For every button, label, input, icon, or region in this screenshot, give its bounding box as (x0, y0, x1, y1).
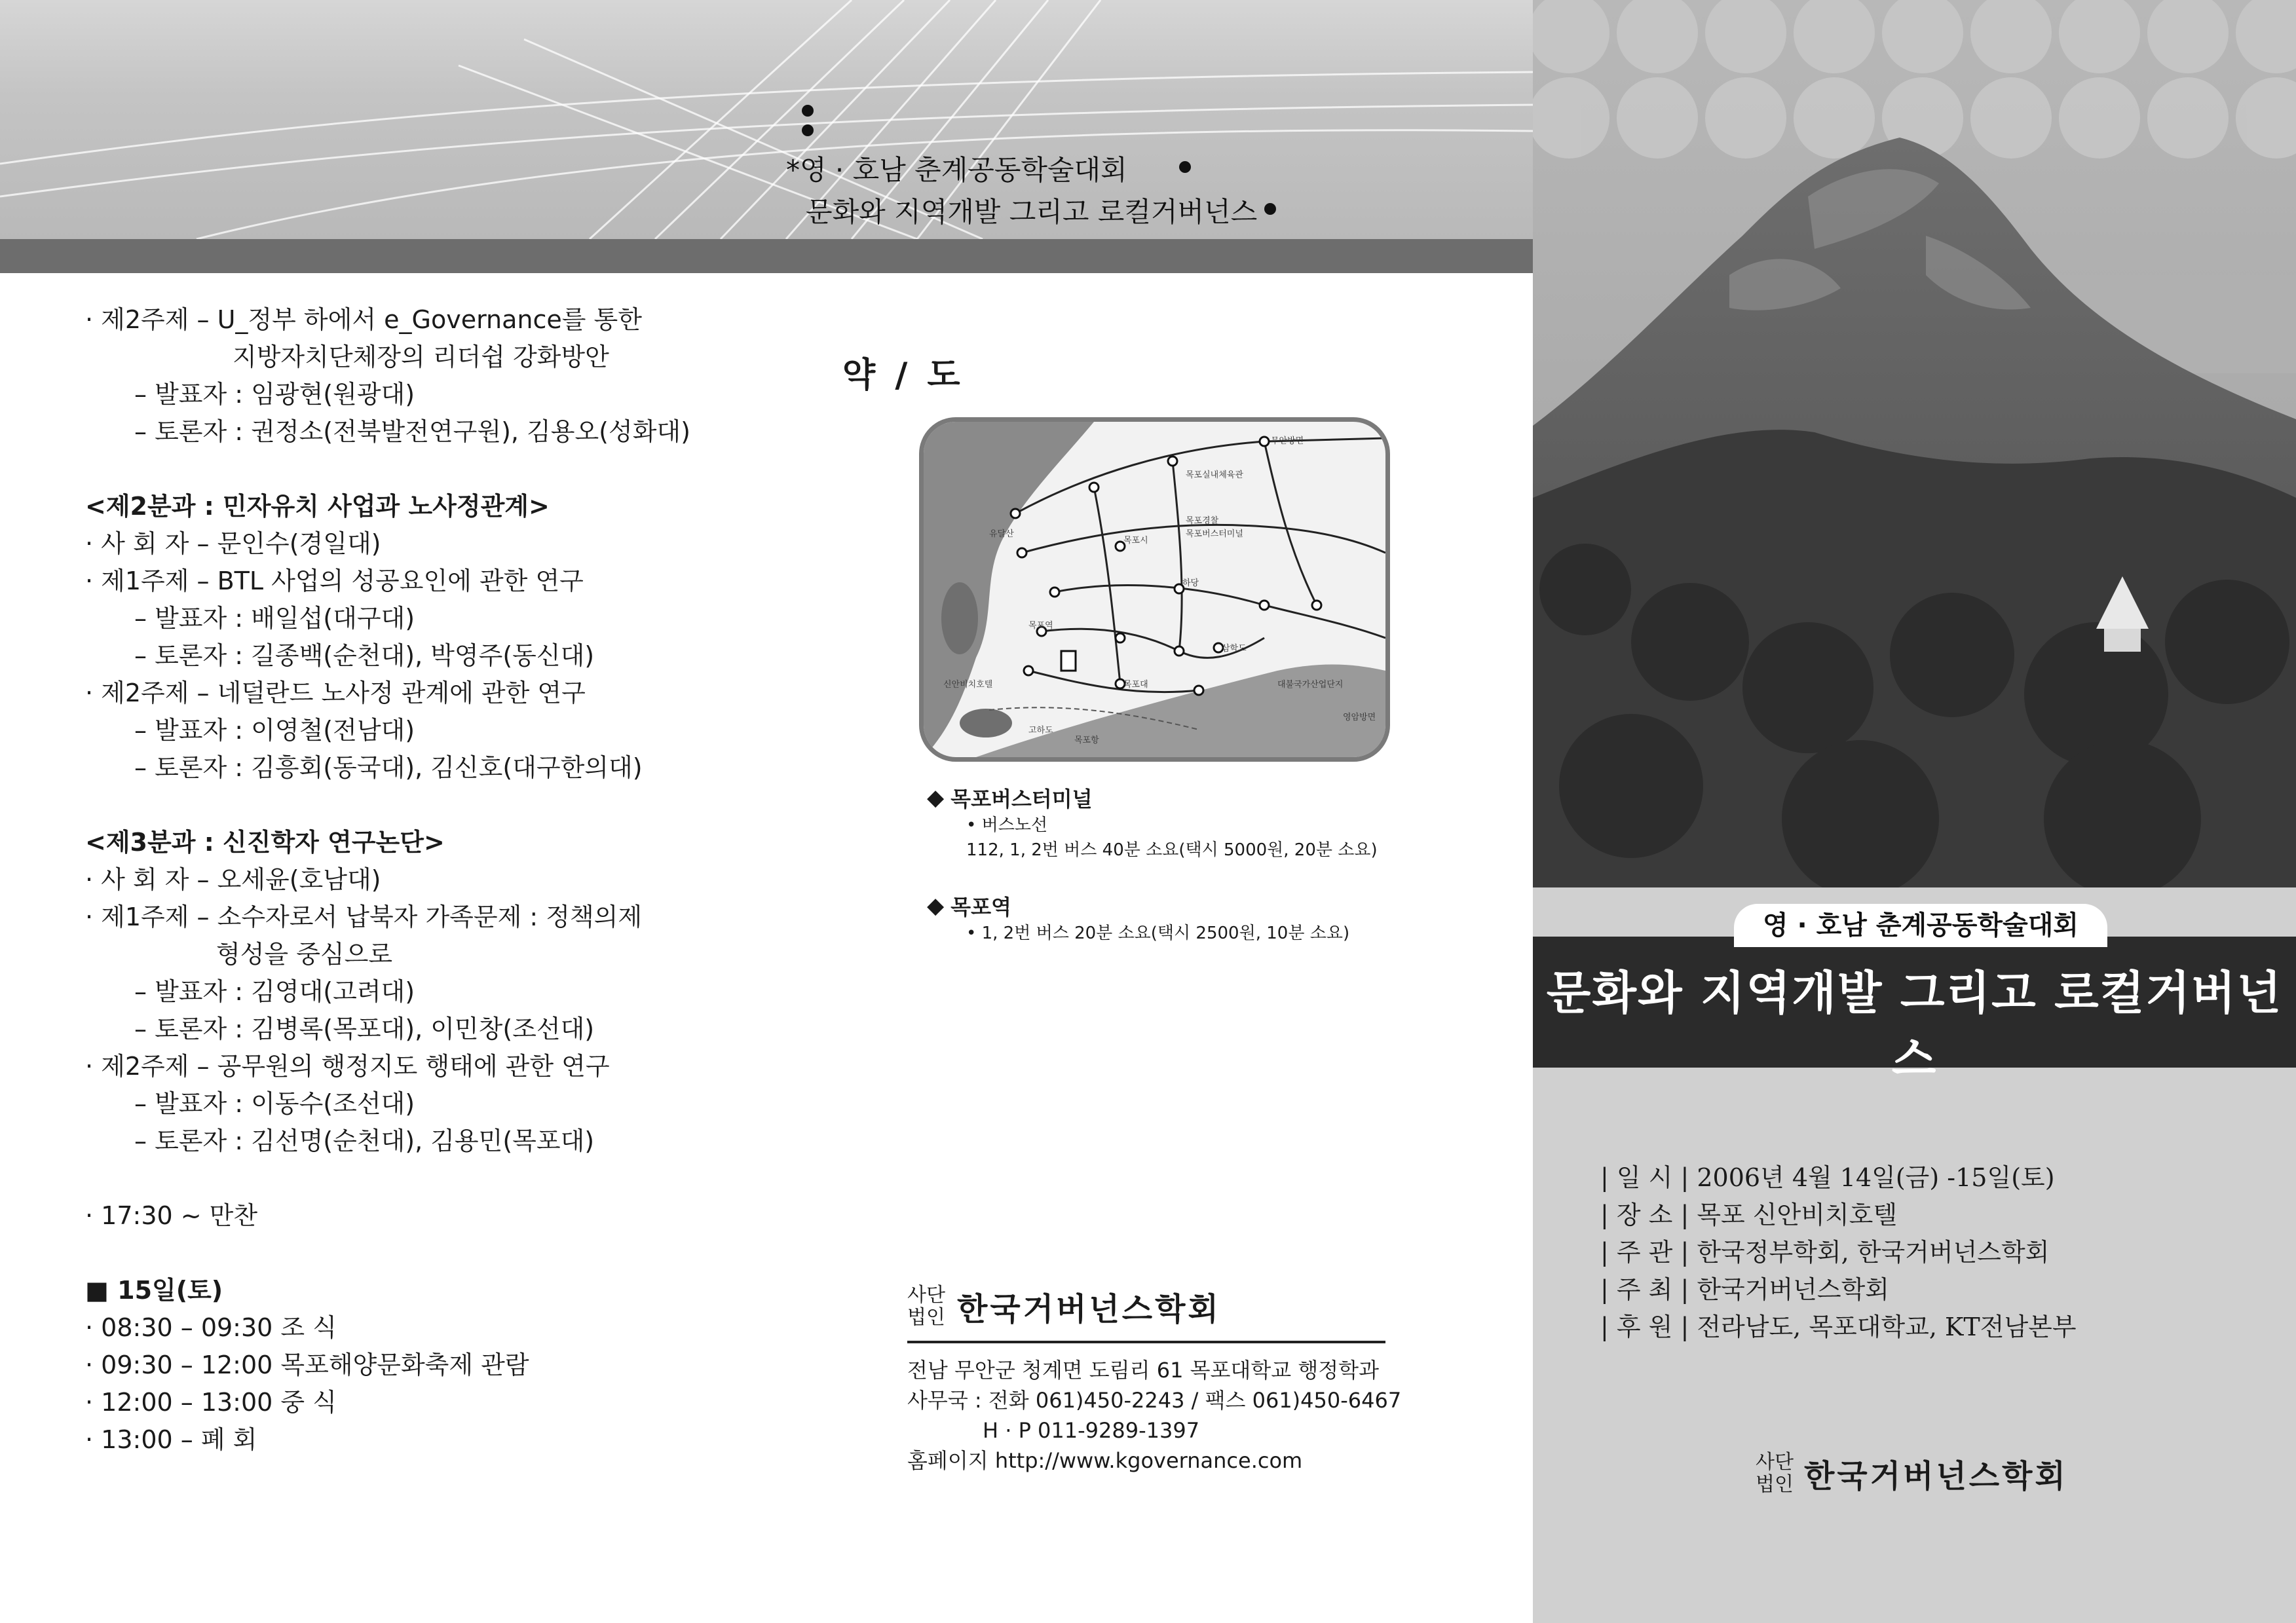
transport-line: • 버스노선 (966, 815, 1048, 835)
map-label: 목포대 (1123, 680, 1148, 690)
cover-org-prefix-top: 사단 (1756, 1450, 1794, 1474)
location-map (919, 417, 1390, 762)
program-line: 형성을 중심으로 (216, 940, 393, 969)
program-spacer (85, 1235, 727, 1272)
program-line: · 09:30 – 12:00 목포해양문화축제 관람 (85, 1351, 529, 1379)
map-label: 대불국가산업단지 (1277, 680, 1344, 690)
detail-sponsor: | 후 원 | 전라남도, 목포대학교, KT전남본부 (1600, 1313, 2077, 1341)
header-title (786, 149, 1257, 233)
transport-station (927, 891, 1349, 946)
transport-line: • 1, 2번 버스 20분 소요(택시 2500원, 10분 소요) (966, 923, 1350, 943)
map-label: 목포버스터미널 (1186, 529, 1243, 539)
detail-host: | 주 관 | 한국정부학회, 한국거버넌스학회 (1600, 1238, 2050, 1267)
program-line: · 제1주제 – BTL 사업의 성공요인에 관한 연구 (85, 567, 584, 595)
header-dot (802, 105, 814, 117)
map-drawing (924, 422, 1385, 757)
header-title-line1: *영 · 호남 춘계공동학술대회 (786, 154, 1127, 186)
cover-org (1756, 1451, 2068, 1496)
program-line: · 제2주제 – 네덜란드 노사정 관계에 관한 연구 (85, 679, 586, 707)
mountain-photo (1533, 0, 2296, 887)
event-details (1600, 1159, 2077, 1346)
map-label: 영암방면 (1343, 713, 1376, 722)
map-label: 무안방면 (1271, 436, 1304, 446)
transport-heading: 목포버스터미널 (950, 787, 1093, 811)
program-section-heading: <제2분과 : 민자유치 사업과 노사정관계> (85, 492, 550, 521)
program-schedule (85, 301, 727, 1459)
org-hp: H · P 011-9289-1397 (983, 1418, 1200, 1443)
cover-subtitle: 영 · 호남 춘계공동학술대회 (1734, 904, 2107, 947)
map-label: 하당 (1182, 578, 1199, 588)
map-label: 목포역 (1028, 621, 1053, 631)
program-line: – 발표자 : 이동수(조선대) (134, 1089, 415, 1118)
detail-organizer: | 주 최 | 한국거버넌스학회 (1600, 1275, 1890, 1304)
program-line: – 토론자 : 길종백(순천대), 박영주(동신대) (134, 641, 595, 670)
header-dot (802, 124, 814, 136)
diamond-icon: ◆ (927, 785, 945, 811)
detail-venue: | 장 소 | 목포 신안비치호텔 (1600, 1201, 1898, 1229)
cover-panel (1533, 0, 2296, 1623)
org-address: 전남 무안군 청계면 도림리 61 목포대학교 행정학과 (907, 1358, 1379, 1383)
cover-title: 문화와 지역개발 그리고 로컬거버넌스 (1546, 966, 2283, 1086)
program-section-heading: ■ 15일(토) (85, 1276, 223, 1305)
program-line: · 제2주제 – U_정부 하에서 e_Governance를 통한 (85, 305, 642, 334)
program-line: · 제2주제 – 공무원의 행정지도 행태에 관한 연구 (85, 1052, 610, 1081)
map-label: 목포실내체육관 (1186, 470, 1243, 480)
program-line: · 제1주제 – 소수자로서 납북자 가족문제 : 정책의제 (85, 903, 643, 931)
diamond-icon: ◆ (927, 893, 945, 919)
program-line: – 토론자 : 권정소(전북발전연구원), 김용오(성화대) (134, 417, 690, 446)
org-office: 사무국 : 전화 061)450-2243 / 팩스 061)450-6467 (907, 1388, 1402, 1413)
map-label: 고하도 (1028, 726, 1053, 736)
program-section-heading: <제3분과 : 신진학자 연구논단> (85, 828, 445, 857)
program-line: – 토론자 : 김선명(순천대), 김용민(목포대) (134, 1127, 595, 1155)
cover-org-name: 한국거버넌스학회 (1803, 1458, 2068, 1495)
map-label: 신안비치호텔 (943, 680, 993, 690)
detail-date: | 일 시 | 2006년 4월 14일(금) -15일(토) (1600, 1163, 2055, 1192)
header-bar (0, 239, 1533, 273)
header-band (0, 0, 1533, 239)
mountain-image (1533, 0, 2296, 887)
program-line: · 사 회 자 – 오세윤(호남대) (85, 865, 381, 894)
program-line: – 토론자 : 김흥회(동국대), 김신호(대구한의대) (134, 753, 643, 782)
transport-heading: 목포역 (950, 895, 1011, 920)
map-title: 약 / 도 (842, 356, 964, 395)
program-line: · 12:00 – 13:00 중 식 (85, 1388, 337, 1417)
org-homepage: 홈페이지 http://www.kgovernance.com (907, 1448, 1303, 1473)
header-dot (1264, 203, 1276, 215)
program-line: – 발표자 : 이영철(전남대) (134, 716, 415, 745)
program-line: – 발표자 : 임광현(원광대) (134, 380, 415, 409)
program-line: · 13:00 – 폐 회 (85, 1425, 257, 1454)
program-spacer (85, 1160, 727, 1197)
org-prefix-bottom: 법인 (907, 1306, 945, 1329)
program-line: · 08:30 – 09:30 조 식 (85, 1313, 337, 1342)
map-label: 목포경찰 (1186, 516, 1219, 526)
program-line: – 발표자 : 배일섭(대구대) (134, 604, 415, 633)
program-spacer (85, 451, 727, 488)
map-label: 목포시 (1123, 536, 1148, 546)
program-line: – 발표자 : 김영대(고려대) (134, 977, 415, 1006)
map-label: 목포항 (1074, 736, 1099, 745)
program-line: · 17:30 ~ 만찬 (85, 1201, 258, 1230)
cover-org-prefix-bottom: 법인 (1756, 1472, 1794, 1496)
org-prefix-top: 사단 (907, 1284, 945, 1307)
transport-line: 112, 1, 2번 버스 40분 소요(택시 5000원, 20분 소요) (966, 840, 1378, 860)
org-name: 한국거버넌스학회 (956, 1291, 1221, 1328)
header-title-line2: 문화와 지역개발 그리고 로컬거버넌스 (806, 196, 1258, 228)
map-label: 삼학도 (1222, 644, 1247, 654)
program-line: · 사 회 자 – 문인수(경일대) (85, 529, 381, 558)
program-spacer (85, 787, 727, 824)
program-line: 지방자치단체장의 리더쉽 강화방안 (233, 343, 609, 371)
organization-info (907, 1284, 1402, 1476)
program-line: – 토론자 : 김병록(목포대), 이민창(조선대) (134, 1015, 595, 1043)
map-label: 유달산 (989, 529, 1014, 539)
transport-bus-terminal (927, 783, 1378, 863)
header-decoration (0, 0, 1533, 239)
